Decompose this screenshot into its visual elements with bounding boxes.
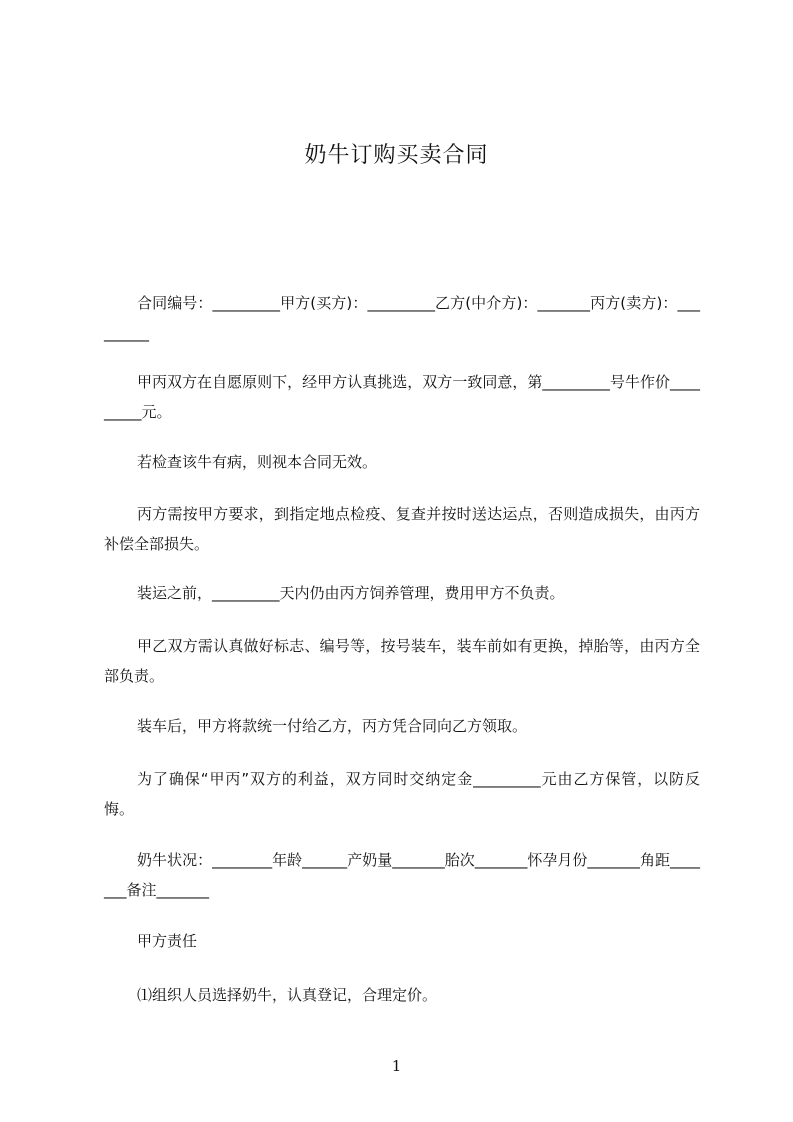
paragraph-selection-price: 甲丙双方在自愿原则下，经甲方认真挑选，双方一致同意，第_________号牛作价_________元。 bbox=[104, 373, 700, 421]
paragraph-contract-parties: 合同编号：_________甲方(买方)：_________乙方(中介方)：_______丙方(卖方)：_________ bbox=[104, 294, 700, 342]
paragraph-marking-clause: 甲乙双方需认真做好标志、编号等，按号装车，装车前如有更换，掉胎等，由丙方全部负责。 bbox=[104, 637, 700, 685]
paragraph-deposit-clause: 为了确保“甲丙”双方的利益，双方同时交纳定金_________元由乙方保管，以防反悔。 bbox=[104, 770, 700, 818]
paragraph-quarantine-clause: 丙方需按甲方要求，到指定地点检疫、复查并按时送达运点，否则造成损失，由丙方补偿全部损失。 bbox=[104, 505, 700, 553]
paragraph-duty-1: ⑴组织人员选择奶牛，认真登记，合理定价。 bbox=[137, 986, 438, 1004]
paragraph-disease-clause: 若检查该牛有病，则视本合同无效。 bbox=[137, 453, 378, 471]
page-number: 1 bbox=[391, 1057, 402, 1075]
paragraph-payment-clause: 装车后，甲方将款统一付给乙方，丙方凭合同向乙方领取。 bbox=[137, 717, 528, 735]
section-heading-party-a-duties: 甲方责任 bbox=[137, 932, 198, 950]
document-title: 奶牛订购买卖合同 bbox=[304, 143, 489, 168]
paragraph-cow-condition: 奶牛状况：________年龄______产奶量_______胎次_______怀孕月份_______角距_______备注_______ bbox=[104, 851, 700, 899]
paragraph-feeding-clause: 装运之前，_________天内仍由丙方饲养管理，费用甲方不负责。 bbox=[137, 584, 565, 602]
